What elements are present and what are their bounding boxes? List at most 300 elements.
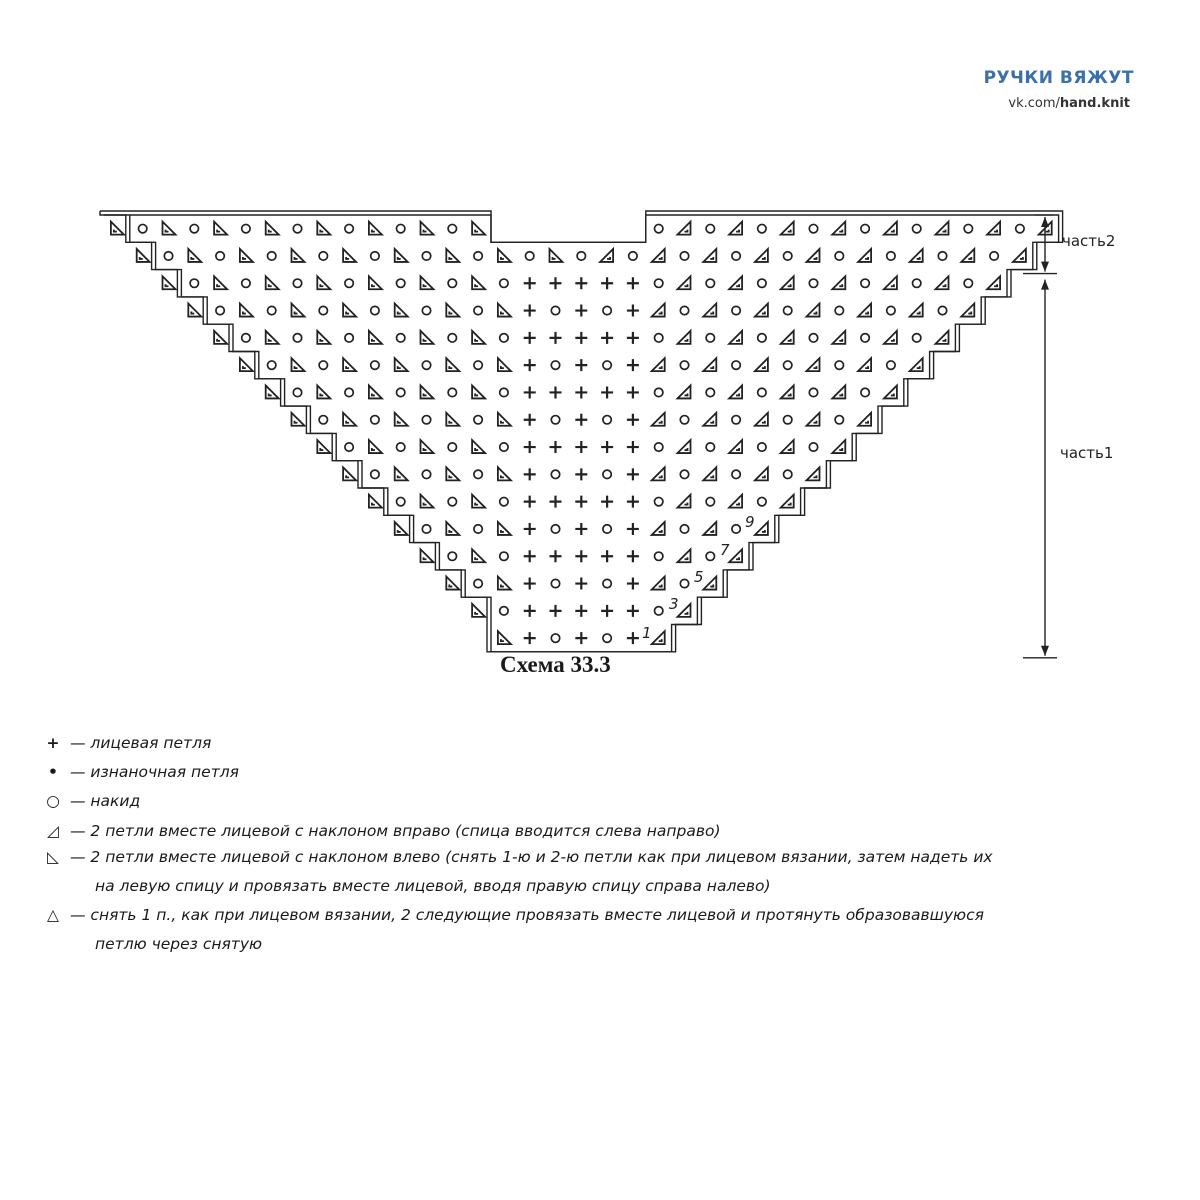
stitch-O-r2-c23 xyxy=(706,279,714,287)
stitch-O-r0-c21 xyxy=(655,224,663,232)
stitch-O-r6-c9 xyxy=(345,388,353,396)
stitch-O-r1-c32 xyxy=(938,252,946,260)
legend-text-5: — снять 1 п., как при лицевом вязании, 2 следующие провязать вместе лицевой и протянуть образовавшуюся xyxy=(70,906,984,924)
stitch-P-r3-c20 xyxy=(627,305,639,317)
stitch-S-r4-c12 xyxy=(421,331,434,344)
stitch-P-r12-c19 xyxy=(601,550,613,562)
stitch-S-r8-c8 xyxy=(317,440,330,453)
stitch-O-r2-c33 xyxy=(964,279,972,287)
stitch-O-r7-c24 xyxy=(732,416,740,424)
stitch-O-r1-c28 xyxy=(835,252,843,260)
stitch-P-r15-c18 xyxy=(575,632,587,644)
stitch-Z-r7-c29 xyxy=(858,413,871,426)
stitch-Z-r3-c31 xyxy=(910,304,923,317)
stitch-O-r2-c13 xyxy=(448,279,456,287)
stitch-O-r11-c12 xyxy=(422,525,430,533)
stitch-O-r1-c8 xyxy=(319,252,327,260)
stitch-O-r0-c31 xyxy=(913,224,921,232)
stitch-Z-r11-c25 xyxy=(755,522,768,535)
stitch-O-r1-c18 xyxy=(577,252,585,260)
stitch-Z-r2-c30 xyxy=(884,276,897,289)
stitch-Z-r1-c21 xyxy=(652,249,665,262)
stitch-S-r2-c2 xyxy=(163,276,176,289)
stitch-Z-r1-c31 xyxy=(910,249,923,262)
stitch-O-r2-c9 xyxy=(345,279,353,287)
stitch-P-r3-c18 xyxy=(575,305,587,317)
stitch-Z-r7-c21 xyxy=(652,413,665,426)
stitch-P-r6-c18 xyxy=(575,386,587,398)
stitch-Z-r12-c24 xyxy=(729,549,742,562)
stitch-S-r1-c13 xyxy=(446,249,459,262)
row-number-3: 3 xyxy=(669,595,679,613)
stitch-O-r8-c27 xyxy=(809,443,817,451)
k2tog-right-icon: ◿ xyxy=(47,822,59,840)
stitch-O-r4-c15 xyxy=(500,334,508,342)
stitch-O-r3-c12 xyxy=(422,306,430,314)
stitch-O-r12-c21 xyxy=(655,552,663,560)
stitch-O-r15-c19 xyxy=(603,634,611,642)
stitch-Z-r9-c25 xyxy=(755,467,768,480)
stitch-O-r0-c29 xyxy=(861,224,869,232)
chart-cells xyxy=(111,222,1052,645)
arrow-part1 xyxy=(1023,280,1057,658)
stitch-O-r3-c19 xyxy=(603,306,611,314)
stitch-Z-r0-c22 xyxy=(678,222,691,235)
stitch-Z-r4-c22 xyxy=(678,331,691,344)
stitch-O-r3-c6 xyxy=(268,306,276,314)
stitch-O-r9-c12 xyxy=(422,470,430,478)
stitch-O-r2-c29 xyxy=(861,279,869,287)
brand-url-bold: hand.knit xyxy=(1059,96,1130,111)
stitch-Z-r11-c21 xyxy=(652,522,665,535)
stitch-O-r6-c25 xyxy=(758,388,766,396)
stitch-O-r9-c17 xyxy=(551,470,559,478)
stitch-S-r14-c14 xyxy=(472,604,485,617)
stitch-P-r13-c18 xyxy=(575,578,587,590)
stitch-P-r11-c18 xyxy=(575,523,587,535)
stitch-P-r14-c19 xyxy=(601,605,613,617)
brand-title: РУЧКИ ВЯЖУТ xyxy=(983,68,1134,88)
stitch-Z-r5-c29 xyxy=(858,358,871,371)
stitch-Z-r5-c21 xyxy=(652,358,665,371)
stitch-O-r2-c27 xyxy=(809,279,817,287)
stitch-P-r2-c17 xyxy=(550,277,562,289)
stitch-O-r11-c14 xyxy=(474,525,482,533)
stitch-O-r0-c35 xyxy=(1016,224,1024,232)
stitch-Z-r1-c19 xyxy=(600,249,613,262)
stitch-S-r3-c3 xyxy=(188,304,201,317)
stitch-S-r3-c13 xyxy=(446,304,459,317)
stitch-Z-r1-c29 xyxy=(858,249,871,262)
stitch-Z-r6-c22 xyxy=(678,385,691,398)
stitch-O-r9-c19 xyxy=(603,470,611,478)
stitch-O-r10-c21 xyxy=(655,497,663,505)
stitch-P-r5-c16 xyxy=(524,359,536,371)
stitch-Z-r8-c28 xyxy=(832,440,845,453)
stitch-O-r10-c15 xyxy=(500,497,508,505)
stitch-Z-r7-c25 xyxy=(755,413,768,426)
stitch-Z-r3-c29 xyxy=(858,304,871,317)
stitch-S-r7-c11 xyxy=(395,413,408,426)
ssk-left-icon: ◺ xyxy=(47,848,59,866)
stitch-O-r4-c9 xyxy=(345,334,353,342)
stitch-Z-r1-c25 xyxy=(755,249,768,262)
stitch-P-r10-c20 xyxy=(627,496,639,508)
stitch-Z-r12-c22 xyxy=(678,549,691,562)
row-number-9: 9 xyxy=(745,513,755,531)
stitch-Z-r3-c21 xyxy=(652,304,665,317)
stitch-O-r9-c24 xyxy=(732,470,740,478)
stitch-S-r11-c13 xyxy=(446,522,459,535)
stitch-O-r13-c19 xyxy=(603,579,611,587)
stitch-Z-r11-c23 xyxy=(703,522,716,535)
stitch-O-r1-c30 xyxy=(887,252,895,260)
stitch-Z-r1-c35 xyxy=(1013,249,1026,262)
stitch-S-r5-c13 xyxy=(446,358,459,371)
stitch-Z-r5-c27 xyxy=(807,358,820,371)
stitch-Z-r9-c21 xyxy=(652,467,665,480)
stitch-Z-r0-c30 xyxy=(884,222,897,235)
stitch-S-r3-c5 xyxy=(240,304,253,317)
stitch-Z-r8-c24 xyxy=(729,440,742,453)
stitch-O-r5-c17 xyxy=(551,361,559,369)
stitch-P-r2-c20 xyxy=(627,277,639,289)
stitch-S-r0-c4 xyxy=(214,222,227,235)
stitch-P-r8-c18 xyxy=(575,441,587,453)
stitch-S-r11-c15 xyxy=(498,522,511,535)
stitch-O-r5-c30 xyxy=(887,361,895,369)
stitch-O-r4-c31 xyxy=(913,334,921,342)
stitch-S-r2-c10 xyxy=(369,276,382,289)
stitch-Z-r2-c32 xyxy=(936,276,949,289)
stitch-S-r12-c14 xyxy=(472,549,485,562)
stitch-Z-r3-c23 xyxy=(703,304,716,317)
stitch-O-r3-c24 xyxy=(732,306,740,314)
stitch-Z-r10-c24 xyxy=(729,495,742,508)
stitch-Z-r6-c24 xyxy=(729,385,742,398)
stitch-S-r5-c9 xyxy=(343,358,356,371)
stitch-S-r1-c11 xyxy=(395,249,408,262)
stitch-Z-r8-c26 xyxy=(781,440,794,453)
stitch-O-r5-c12 xyxy=(422,361,430,369)
stitch-S-r1-c3 xyxy=(188,249,201,262)
stitch-Z-r13-c23 xyxy=(703,577,716,590)
stitch-P-r14-c16 xyxy=(524,605,536,617)
stitch-P-r12-c20 xyxy=(627,550,639,562)
stitch-P-r4-c18 xyxy=(575,332,587,344)
stitch-O-r13-c22 xyxy=(680,579,688,587)
part-arrows xyxy=(1023,215,1057,658)
stitch-P-r14-c17 xyxy=(550,605,562,617)
stitch-P-r13-c20 xyxy=(627,578,639,590)
stitch-O-r0-c3 xyxy=(190,224,198,232)
stitch-O-r3-c10 xyxy=(371,306,379,314)
stitch-O-r3-c32 xyxy=(938,306,946,314)
stitch-O-r0-c13 xyxy=(448,224,456,232)
stitch-O-r0-c5 xyxy=(242,224,250,232)
stitch-O-r3-c26 xyxy=(784,306,792,314)
stitch-O-r7-c17 xyxy=(551,416,559,424)
stitch-O-r13-c17 xyxy=(551,579,559,587)
stitch-O-r8-c9 xyxy=(345,443,353,451)
stitch-S-r6-c12 xyxy=(421,385,434,398)
stitch-Z-r5-c31 xyxy=(910,358,923,371)
legend-text-0: — лицевая петля xyxy=(70,734,212,752)
stitch-P-r15-c16 xyxy=(524,632,536,644)
stitch-P-r10-c16 xyxy=(524,496,536,508)
dot-icon: • xyxy=(48,763,58,781)
stitch-Z-r3-c25 xyxy=(755,304,768,317)
stitch-S-r4-c10 xyxy=(369,331,382,344)
stitch-O-r7-c10 xyxy=(371,416,379,424)
row-number-1: 1 xyxy=(642,624,652,642)
row-number-5: 5 xyxy=(694,568,704,586)
stitch-O-r6-c21 xyxy=(655,388,663,396)
stitch-O-r3-c28 xyxy=(835,306,843,314)
stitch-O-r1-c4 xyxy=(216,252,224,260)
stitch-O-r4-c7 xyxy=(293,334,301,342)
stitch-O-r8-c11 xyxy=(397,443,405,451)
stitch-O-r0-c33 xyxy=(964,224,972,232)
stitch-S-r10-c12 xyxy=(421,495,434,508)
stitch-O-r2-c3 xyxy=(190,279,198,287)
stitch-P-r7-c18 xyxy=(575,414,587,426)
stitch-O-r7-c19 xyxy=(603,416,611,424)
stitch-O-r1-c14 xyxy=(474,252,482,260)
stitch-P-r4-c17 xyxy=(550,332,562,344)
stitch-P-r8-c17 xyxy=(550,441,562,453)
stitch-O-r1-c24 xyxy=(732,252,740,260)
stitch-O-r3-c8 xyxy=(319,306,327,314)
stitch-P-r5-c18 xyxy=(575,359,587,371)
stitch-P-r2-c18 xyxy=(575,277,587,289)
stitch-O-r15-c17 xyxy=(551,634,559,642)
stitch-O-r5-c8 xyxy=(319,361,327,369)
stitch-S-r4-c8 xyxy=(317,331,330,344)
stitch-Z-r1-c33 xyxy=(961,249,974,262)
stitch-S-r4-c6 xyxy=(266,331,279,344)
part2-label: часть2 xyxy=(1062,232,1116,250)
stitch-S-r12-c12 xyxy=(421,549,434,562)
stitch-S-r6-c14 xyxy=(472,385,485,398)
stitch-O-r5-c28 xyxy=(835,361,843,369)
plus-icon: + xyxy=(46,734,60,752)
stitch-S-r11-c11 xyxy=(395,522,408,535)
stitch-O-r4-c27 xyxy=(809,334,817,342)
stitch-Z-r13-c21 xyxy=(652,577,665,590)
stitch-O-r11-c17 xyxy=(551,525,559,533)
stitch-S-r15-c15 xyxy=(498,631,511,644)
stitch-Z-r0-c24 xyxy=(729,222,742,235)
stitch-O-r9-c26 xyxy=(784,470,792,478)
stitch-S-r3-c9 xyxy=(343,304,356,317)
stitch-P-r10-c18 xyxy=(575,496,587,508)
stitch-O-r5-c26 xyxy=(784,361,792,369)
stitch-O-r1-c20 xyxy=(629,252,637,260)
stitch-O-r0-c1 xyxy=(139,224,147,232)
stitch-O-r6-c7 xyxy=(293,388,301,396)
stitch-Z-r8-c22 xyxy=(678,440,691,453)
stitch-S-r3-c7 xyxy=(292,304,305,317)
stitch-O-r1-c26 xyxy=(784,252,792,260)
stitch-O-r2-c5 xyxy=(242,279,250,287)
legend-text-5-continued: петлю через снятую xyxy=(95,935,263,953)
stitch-O-r0-c7 xyxy=(293,224,301,232)
stitch-O-r3-c22 xyxy=(680,306,688,314)
stitch-O-r6-c23 xyxy=(706,388,714,396)
stitch-Z-r4-c28 xyxy=(832,331,845,344)
stitch-Z-r2-c24 xyxy=(729,276,742,289)
stitch-O-r4-c13 xyxy=(448,334,456,342)
stitch-P-r11-c20 xyxy=(627,523,639,535)
circle-icon: ○ xyxy=(46,792,60,810)
stitch-O-r8-c25 xyxy=(758,443,766,451)
stitch-O-r0-c23 xyxy=(706,224,714,232)
stitch-O-r6-c27 xyxy=(809,388,817,396)
stitch-S-r6-c6 xyxy=(266,385,279,398)
stitch-P-r7-c20 xyxy=(627,414,639,426)
stitch-S-r0-c10 xyxy=(369,222,382,235)
stitch-O-r4-c21 xyxy=(655,334,663,342)
stitch-O-r5-c24 xyxy=(732,361,740,369)
stitch-O-r5-c22 xyxy=(680,361,688,369)
chart-caption: Схема 33.3 xyxy=(500,652,611,677)
stitch-O-r7-c28 xyxy=(835,416,843,424)
stitch-O-r11-c24 xyxy=(732,525,740,533)
stitch-O-r0-c25 xyxy=(758,224,766,232)
legend-text-4: — 2 петли вместе лицевой с наклоном влево (снять 1-ю и 2-ю петли как при лицевом вязании, затем надеть их xyxy=(70,848,993,866)
stitch-S-r1-c9 xyxy=(343,249,356,262)
stitch-Z-r0-c32 xyxy=(936,222,949,235)
stitch-O-r1-c12 xyxy=(422,252,430,260)
stitch-Z-r2-c26 xyxy=(781,276,794,289)
stitch-O-r7-c8 xyxy=(319,416,327,424)
stitch-S-r4-c14 xyxy=(472,331,485,344)
stitch-O-r5-c19 xyxy=(603,361,611,369)
stitch-S-r9-c15 xyxy=(498,467,511,480)
stitch-Z-r6-c30 xyxy=(884,385,897,398)
stitch-P-r12-c16 xyxy=(524,550,536,562)
stitch-O-r1-c6 xyxy=(268,252,276,260)
stitch-S-r4-c4 xyxy=(214,331,227,344)
stitch-P-r11-c16 xyxy=(524,523,536,535)
stitch-O-r7-c14 xyxy=(474,416,482,424)
stitch-P-r15-c20 xyxy=(627,632,639,644)
stitch-P-r6-c16 xyxy=(524,386,536,398)
stitch-S-r2-c8 xyxy=(317,276,330,289)
stitch-O-r2-c11 xyxy=(397,279,405,287)
stitch-P-r12-c18 xyxy=(575,550,587,562)
stitch-P-r5-c20 xyxy=(627,359,639,371)
stitch-O-r12-c23 xyxy=(706,552,714,560)
stitch-Z-r4-c26 xyxy=(781,331,794,344)
stitch-P-r7-c16 xyxy=(524,414,536,426)
stitch-O-r14-c21 xyxy=(655,607,663,615)
stitch-O-r1-c2 xyxy=(164,252,172,260)
triangle-icon: △ xyxy=(47,906,59,924)
stitch-O-r8-c13 xyxy=(448,443,456,451)
stitch-S-r9-c9 xyxy=(343,467,356,480)
stitch-P-r12-c17 xyxy=(550,550,562,562)
stitch-O-r6-c11 xyxy=(397,388,405,396)
stitch-O-r12-c15 xyxy=(500,552,508,560)
stitch-O-r1-c34 xyxy=(990,252,998,260)
stitch-O-r7-c12 xyxy=(422,416,430,424)
stitch-Z-r10-c22 xyxy=(678,495,691,508)
stitch-Z-r0-c26 xyxy=(781,222,794,235)
stitch-O-r4-c11 xyxy=(397,334,405,342)
stitch-O-r8-c23 xyxy=(706,443,714,451)
stitch-S-r13-c15 xyxy=(498,577,511,590)
stitch-O-r9-c22 xyxy=(680,470,688,478)
stitch-O-r4-c29 xyxy=(861,334,869,342)
stitch-Z-r2-c34 xyxy=(987,276,1000,289)
legend-text-3: — 2 петли вместе лицевой с наклоном вправо (спица вводится слева направо) xyxy=(70,822,721,840)
stitch-S-r0-c8 xyxy=(317,222,330,235)
stitch-O-r8-c15 xyxy=(500,443,508,451)
stitch-Z-r9-c23 xyxy=(703,467,716,480)
brand-url-prefix: vk.com/ xyxy=(1008,96,1060,111)
stitch-S-r0-c12 xyxy=(421,222,434,235)
stitch-P-r9-c20 xyxy=(627,468,639,480)
stitch-Z-r4-c30 xyxy=(884,331,897,344)
stitch-Z-r6-c28 xyxy=(832,385,845,398)
stitch-Z-r15-c21 xyxy=(652,631,665,644)
stitch-S-r8-c14 xyxy=(472,440,485,453)
stitch-S-r0-c6 xyxy=(266,222,279,235)
stitch-Z-r9-c27 xyxy=(807,467,820,480)
stitch-O-r2-c25 xyxy=(758,279,766,287)
stitch-Z-r3-c27 xyxy=(807,304,820,317)
stitch-P-r10-c17 xyxy=(550,496,562,508)
legend-text-4-continued: на левую спицу и провязать вместе лицевой, вводя правую спицу справа налево) xyxy=(95,877,771,895)
stitch-S-r2-c14 xyxy=(472,276,485,289)
stitch-Z-r5-c25 xyxy=(755,358,768,371)
stitch-O-r1-c22 xyxy=(680,252,688,260)
stitch-O-r5-c6 xyxy=(268,361,276,369)
stitch-O-r12-c13 xyxy=(448,552,456,560)
stitch-O-r2-c31 xyxy=(913,279,921,287)
stitch-P-r8-c19 xyxy=(601,441,613,453)
stitch-Z-r7-c23 xyxy=(703,413,716,426)
stitch-S-r7-c15 xyxy=(498,413,511,426)
stitch-P-r2-c19 xyxy=(601,277,613,289)
stitch-O-r10-c11 xyxy=(397,497,405,505)
stitch-Z-r2-c22 xyxy=(678,276,691,289)
stitch-S-r6-c10 xyxy=(369,385,382,398)
stitch-S-r7-c7 xyxy=(292,413,305,426)
stitch-P-r10-c19 xyxy=(601,496,613,508)
stitch-Z-r0-c34 xyxy=(987,222,1000,235)
stitch-P-r6-c20 xyxy=(627,386,639,398)
legend-text-1: — изнаночная петля xyxy=(70,763,239,781)
stitch-O-r1-c16 xyxy=(526,252,534,260)
stitch-O-r2-c15 xyxy=(500,279,508,287)
stitch-S-r2-c12 xyxy=(421,276,434,289)
stitch-Z-r0-c28 xyxy=(832,222,845,235)
row-number-7: 7 xyxy=(720,541,730,559)
stitch-P-r8-c20 xyxy=(627,441,639,453)
stitch-S-r5-c11 xyxy=(395,358,408,371)
stitch-S-r7-c9 xyxy=(343,413,356,426)
stitch-O-r3-c17 xyxy=(551,306,559,314)
stitch-P-r6-c17 xyxy=(550,386,562,398)
stitch-Z-r2-c28 xyxy=(832,276,845,289)
stitch-S-r9-c13 xyxy=(446,467,459,480)
stitch-S-r2-c6 xyxy=(266,276,279,289)
stitch-Z-r7-c27 xyxy=(807,413,820,426)
stitch-O-r9-c10 xyxy=(371,470,379,478)
